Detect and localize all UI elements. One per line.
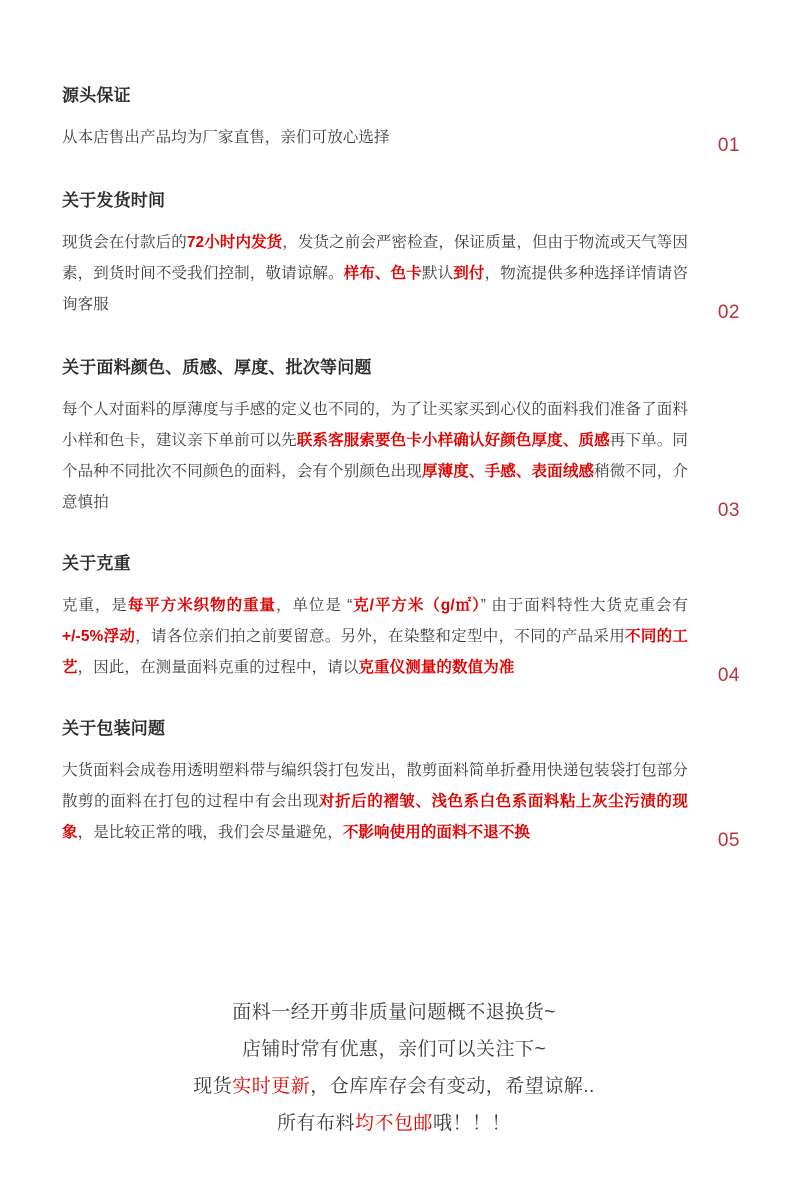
plain-text: 现货 [193,1076,233,1097]
sections-container [62,84,740,851]
plain-text: ，物流提供多种选择详情请咨询客服 [62,265,688,313]
section-number-badge: 04 [717,665,740,686]
plain-text: ，仓库库存会有变动，希望谅解.. [310,1076,595,1097]
emphasis-text: +/-5%浮动 [62,628,136,645]
emphasis-text: 到付 [453,265,485,282]
section-gram-weight [62,552,740,686]
plain-text: 克重，是 [62,597,128,614]
footer-line [0,994,788,1031]
section-number-badge: 05 [717,830,740,851]
plain-text: 每个人对面料的厚薄度与手感的定义也不同的，为了让买家买到心仪的面料我们准备了面料小样和色卡，建议亲下单前可以先 [62,401,688,449]
plain-text: 所有布料 [276,1113,355,1134]
section-heading: 关于包装问题 [62,719,166,738]
plain-text: ，发货之前会严密检查，保证质量，但由于物流或天气等因素，到货时间不受我们控制，敬请谅解。 [62,234,688,282]
emphasis-text: 均不包邮 [354,1113,433,1134]
section-heading: 关于面料颜色、质感、厚度、批次等问题 [62,358,372,377]
plain-text: 店铺时常有优惠，亲们可以关注下~ [241,1039,547,1060]
emphasis-text: 72小时内发货 [186,234,283,251]
section-body [62,227,726,320]
emphasis-text: 克重仪测量的数值为准 [358,659,515,676]
plain-text: 稍微不同，介意慎拍 [62,463,688,511]
section-fabric-color-texture [62,356,740,521]
plain-text: 面料一经开剪非质量问题概不退换货~ [232,1002,556,1023]
plain-text: 大货面料会成卷用透明塑料带与编织袋打包发出，散剪面料简单折叠用快递包装袋打包部分散剪的面料在打包的过程中有会出现 [62,762,688,810]
plain-text: 现货会在付款后的 [62,234,187,251]
emphasis-text: 对折后的褶皱、浅色系白色系面料粘上灰尘污渍的现象 [62,793,688,841]
section-number-badge: 02 [717,302,740,323]
emphasis-text: 样布、色卡 [343,265,422,282]
emphasis-text: 克/平方米（g/㎡） [352,597,481,614]
footer-notes [0,994,788,1142]
section-heading: 源头保证 [62,86,131,105]
plain-text: 哦！！！ [433,1113,512,1134]
section-body [62,755,726,848]
emphasis-text: 不影响使用的面料不退不换 [342,824,531,841]
plain-text: ” 由于面料特性大货克重会有 [480,597,688,614]
section-body [62,394,726,518]
section-packaging [62,717,740,851]
emphasis-text: 每平方米织物的重量 [127,597,276,614]
section-number-badge: 03 [717,500,740,521]
section-shipping-time [62,189,740,323]
emphasis-text: 联系客服索要色卡小样确认好颜色厚度、质感 [296,432,610,449]
footer-line [0,1068,788,1105]
emphasis-text: 不同的工艺 [62,628,689,676]
section-heading: 关于克重 [62,554,131,573]
section-origin-guarantee [62,84,740,156]
section-body [62,122,726,153]
section-body [62,590,726,683]
plain-text: 从本店售出产品均为厂家直售，亲们可放心选择 [62,129,390,146]
section-number-badge: 01 [717,135,740,156]
plain-text: 默认 [421,265,454,282]
emphasis-text: 实时更新 [232,1076,311,1097]
plain-text: ，请各位亲们拍之前要留意。另外，在染整和定型中，不同的产品采用 [135,628,626,645]
footer-line [0,1105,788,1142]
section-heading: 关于发货时间 [62,191,166,210]
plain-text: ，因此，在测量面料克重的过程中，请以 [77,659,359,676]
plain-text: 再下单。同个品种不同批次不同颜色的面料，会有个别颜色出现 [62,432,688,480]
plain-text: ，单位是 “ [275,597,353,614]
emphasis-text: 厚薄度、手感、表面绒感 [421,463,595,480]
footer-line [0,1031,788,1068]
plain-text: ，是比较正常的哦，我们会尽量避免， [77,824,343,841]
